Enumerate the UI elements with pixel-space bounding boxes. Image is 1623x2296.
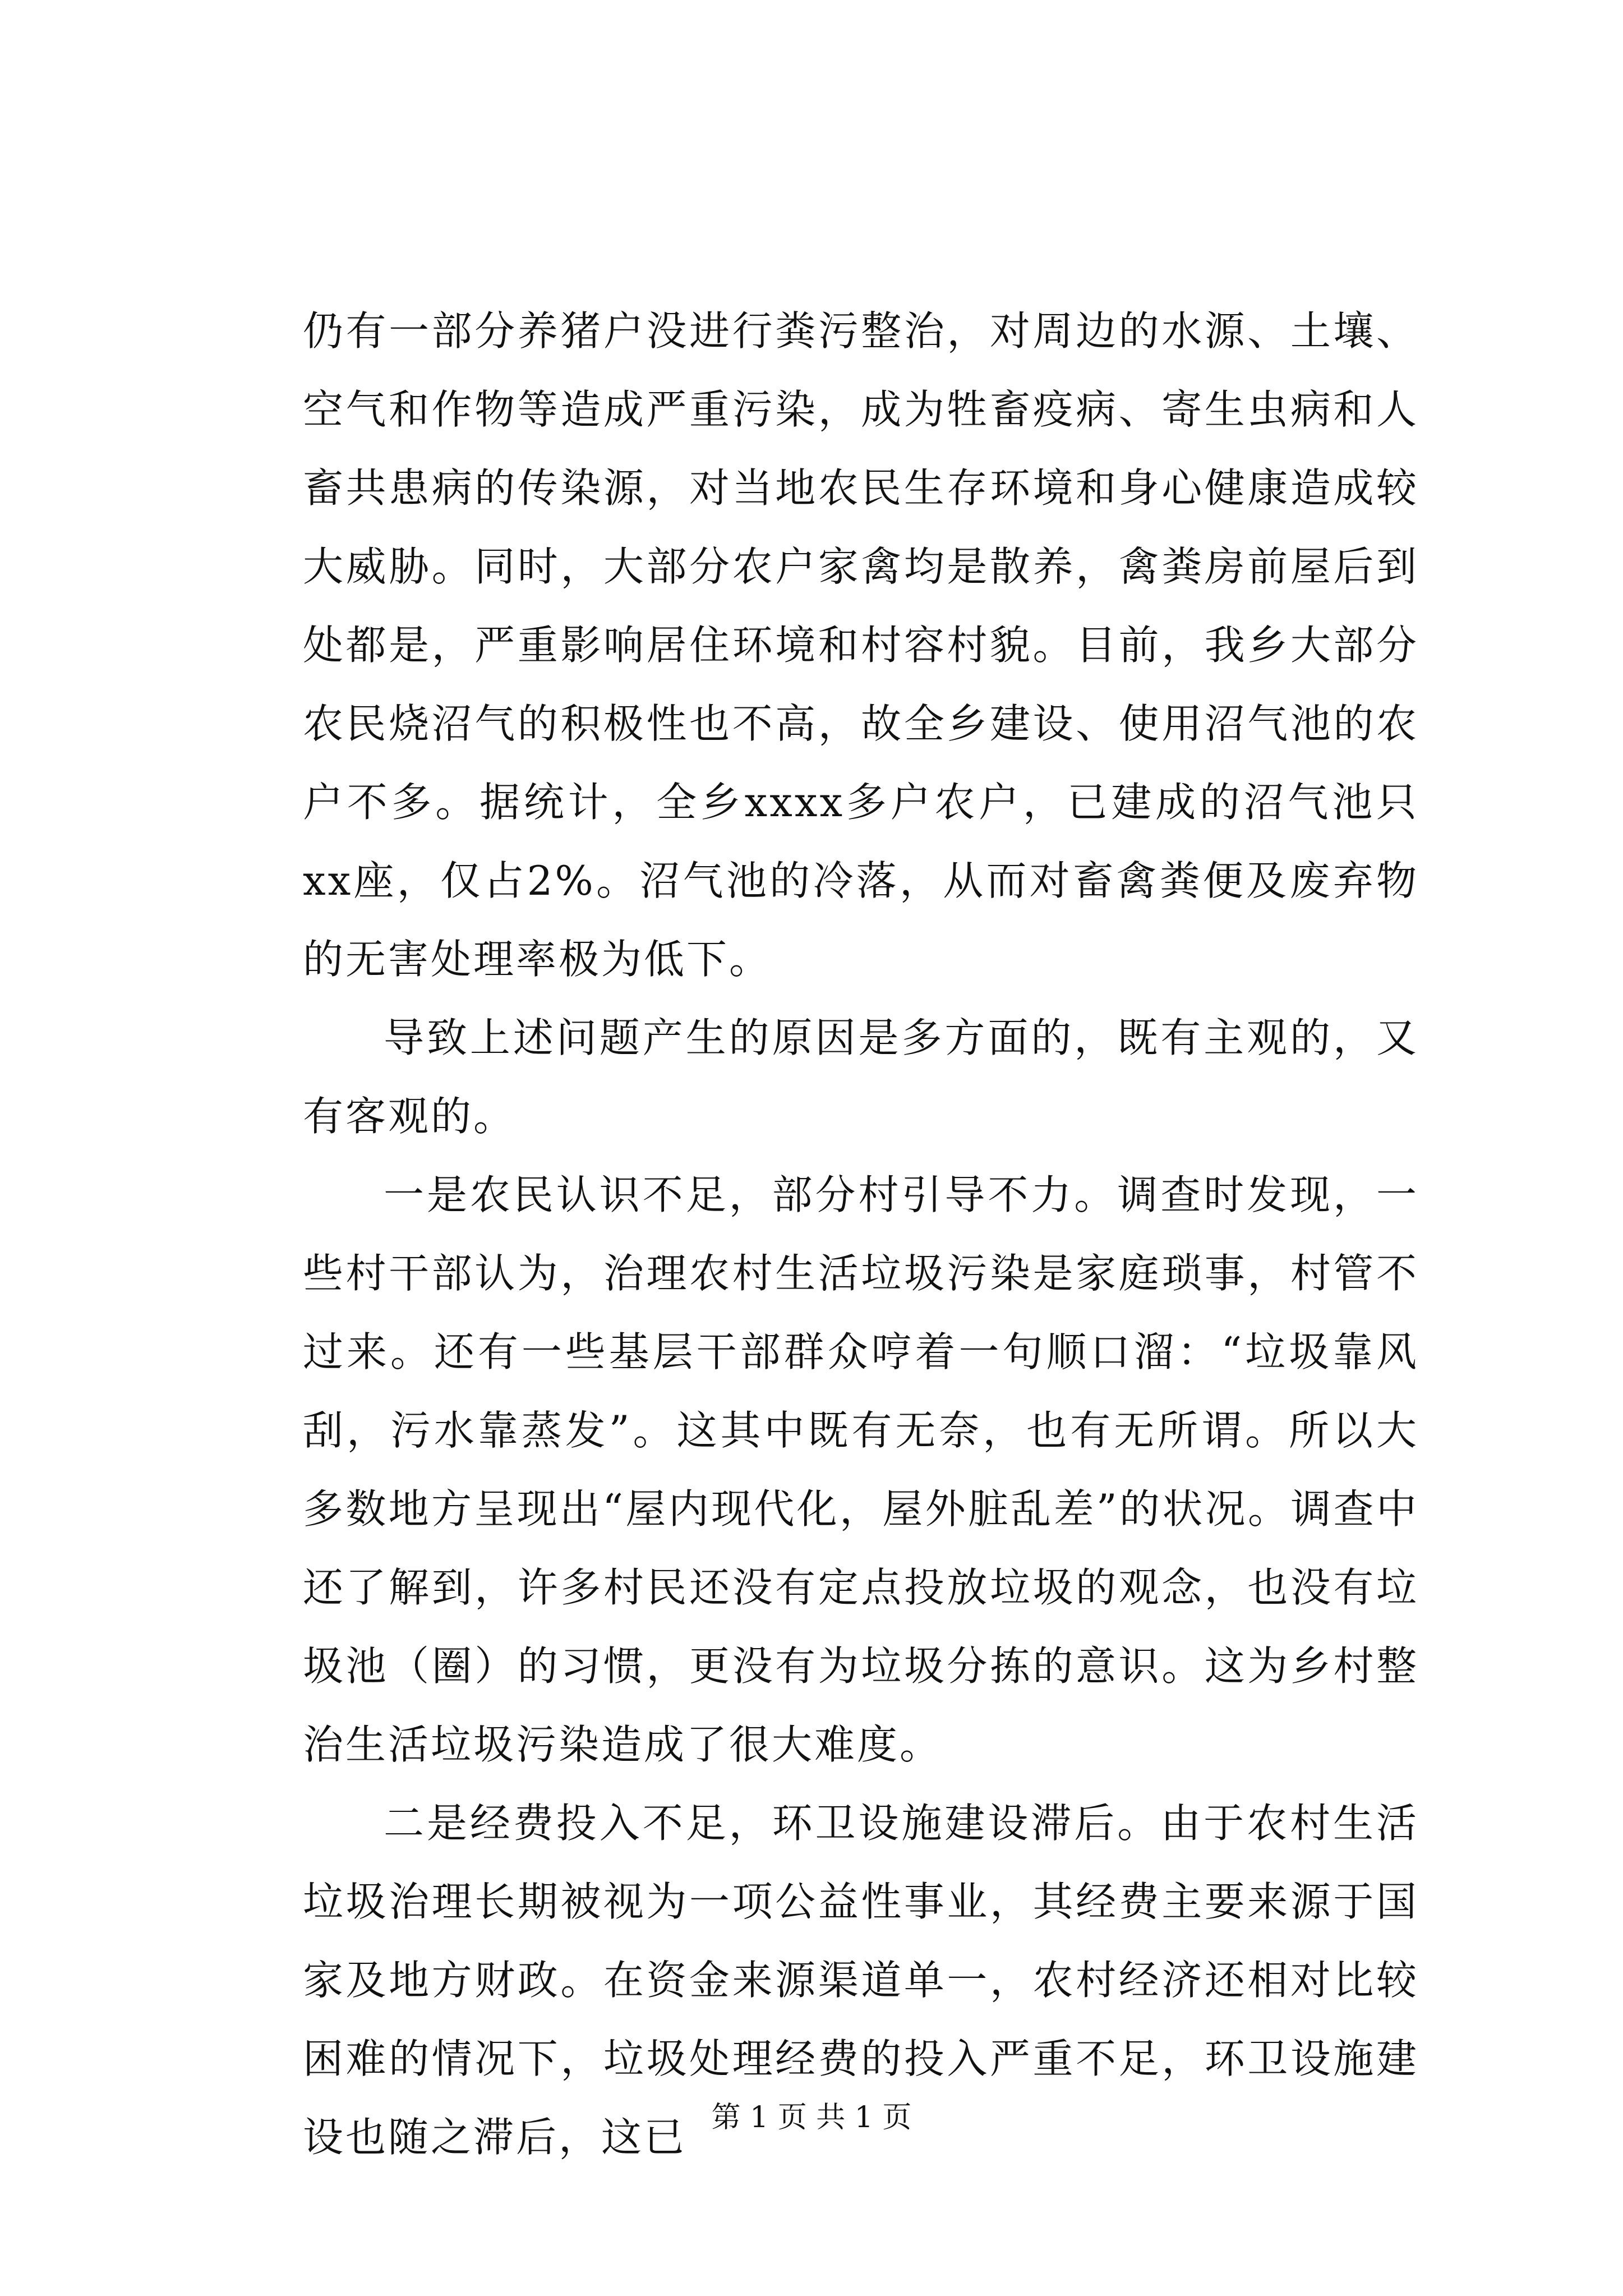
paragraph-4: 二是经费投入不足，环卫设施建设滞后。由于农村生活垃圾治理长期被视为一项公益性事业，其经费主要来源于国家及地方财政。在资金来源渠道单一，农村经济还相对比较困难的情况下，垃圾处理经费的投入严重不足，环卫设施建设也随之滞后，这已 bbox=[303, 1800, 1419, 2161]
document-body bbox=[303, 292, 1419, 2177]
page-footer: 第 1 页 共 1 页 bbox=[711, 2101, 912, 2134]
paragraph-3: 一是农民认识不足，部分村引导不力。调查时发现，一些村干部认为，治理农村生活垃圾污染是家庭琐事，村管不过来。还有一些基层干部群众哼着一句顺口溜：“垃圾靠风刮，污水靠蒸发”。这其中既有无奈，也有无所谓。所以大多数地方呈现出“屋内现代化，屋外脏乱差”的状况。调查中还了解到，许多村民还没有定点投放垃圾的观念，也没有垃圾池（圈）的习惯，更没有为垃圾分拣的意识。这为乡村整治生活垃圾污染造成了很大难度。 bbox=[303, 1171, 1419, 1768]
paragraph-1: 仍有一部分养猪户没进行粪污整治，对周边的水源、土壤、空气和作物等造成严重污染，成为牲畜疫病、寄生虫病和人畜共患病的传染源，对当地农民生存环境和身心健康造成较大威胁。同时，大部分农户家禽均是散养，禽粪房前屋后到处都是，严重影响居住环境和村容村貌。目前，我乡大部分农民烧沼气的积极性也不高，故全乡建设、使用沼气池的农户不多。据统计，全乡xxxx多户农户，已建成的沼气池只xx座，仅占2%。沼气池的冷落，从而对畜禽粪便及废弃物的无害处理率极为低下。 bbox=[303, 307, 1419, 983]
paragraph-2: 导致上述问题产生的原因是多方面的，既有主观的，又有客观的。 bbox=[303, 1014, 1419, 1140]
